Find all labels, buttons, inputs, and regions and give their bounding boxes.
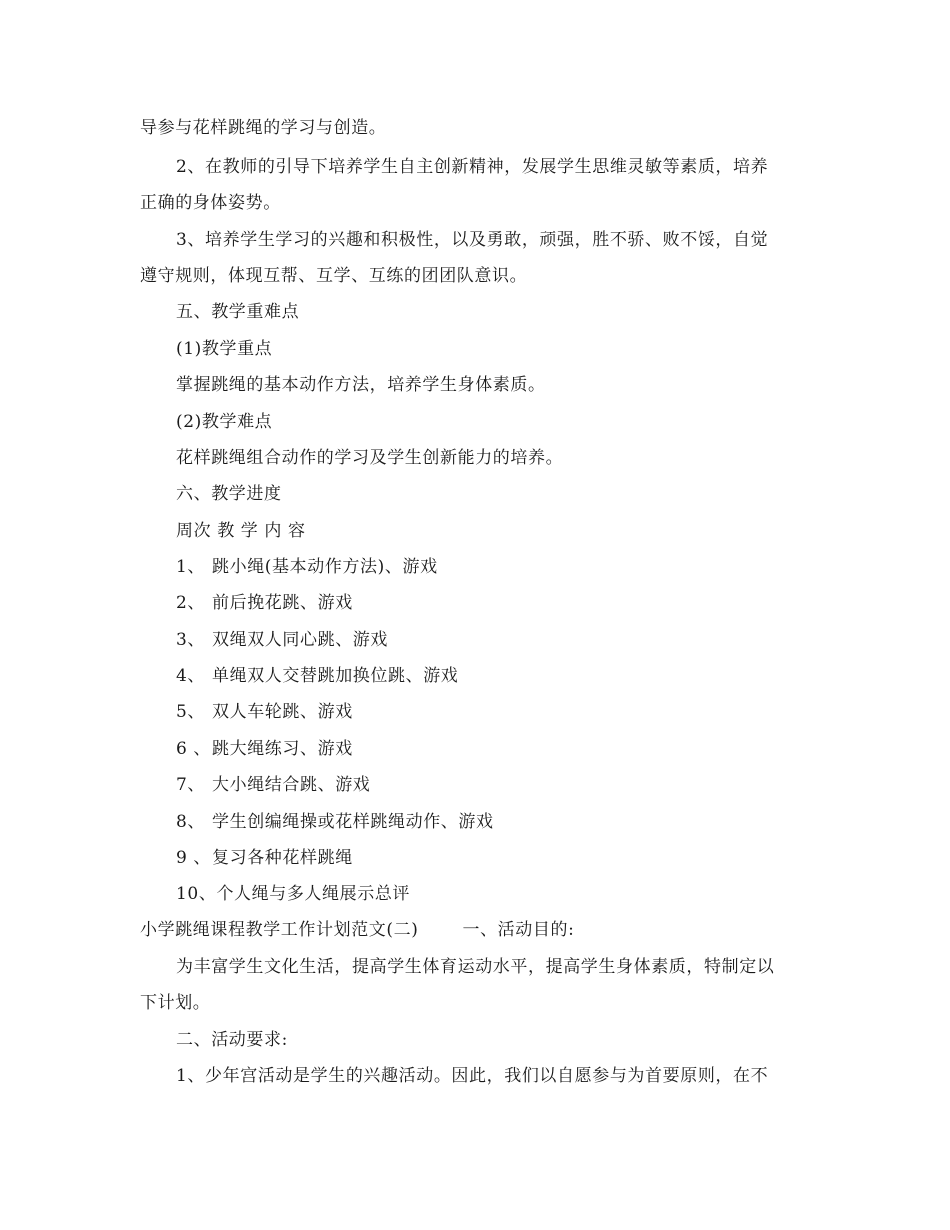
- paragraph-line: 3、培养学生学习的兴趣和积极性，以及勇敢，顽强，胜不骄、败不馁，自觉: [176, 230, 769, 250]
- schedule-item: [176, 666, 458, 686]
- paragraph-line: 2、在教师的引导下培养学生自主创新精神，发展学生思维灵敏等素质，培养: [176, 157, 769, 177]
- section-heading: 一、活动目的:: [462, 920, 575, 940]
- schedule-item: [176, 593, 353, 613]
- paragraph-line: 正确的身体姿势。: [140, 193, 281, 213]
- schedule-text: 个人绳与多人绳展示总评: [216, 884, 411, 904]
- paragraph-line: 掌握跳绳的基本动作方法，培养学生身体素质。: [176, 375, 546, 395]
- schedule-number: 1、: [176, 557, 206, 577]
- schedule-item: [176, 775, 370, 795]
- schedule-header: 周次 教 学 内 容: [176, 521, 306, 541]
- schedule-item: [176, 557, 438, 577]
- paragraph-line: 导参与花样跳绳的学习与创造。: [140, 118, 387, 138]
- schedule-number: 9 、: [176, 848, 212, 868]
- subheading: (1)教学重点: [176, 339, 273, 359]
- subheading: (2)教学难点: [176, 412, 273, 432]
- schedule-item: [176, 630, 388, 650]
- schedule-item: [176, 848, 353, 868]
- schedule-text: 跳小绳(基本动作方法)、游戏: [212, 557, 438, 577]
- schedule-text: 跳大绳练习、游戏: [212, 739, 353, 759]
- schedule-item: [176, 812, 494, 832]
- schedule-text: 大小绳结合跳、游戏: [212, 775, 371, 795]
- schedule-number: 6 、: [176, 739, 212, 759]
- schedule-text: 双绳双人同心跳、游戏: [212, 630, 388, 650]
- schedule-number: 4、: [176, 666, 206, 686]
- schedule-text: 复习各种花样跳绳: [212, 848, 353, 868]
- section-heading: 六、教学进度: [176, 484, 282, 504]
- schedule-item: [176, 739, 353, 759]
- schedule-number: 7、: [176, 775, 206, 795]
- document-title: 小学跳绳课程教学工作计划范文(二): [140, 920, 419, 940]
- schedule-number: 10、: [176, 884, 217, 904]
- section-heading: 二、活动要求:: [176, 1030, 288, 1050]
- section-heading: 五、教学重难点: [176, 302, 300, 322]
- schedule-item: [176, 884, 410, 904]
- paragraph-line: 遵守规则，体现互帮、互学、互练的团团队意识。: [140, 266, 528, 286]
- section-title-line: [140, 920, 574, 940]
- schedule-number: 2、: [176, 593, 206, 613]
- paragraph-line: 花样跳绳组合动作的学习及学生创新能力的培养。: [176, 448, 564, 468]
- schedule-text: 学生创编绳操或花样跳绳动作、游戏: [212, 812, 494, 832]
- schedule-item: [176, 702, 353, 722]
- paragraph-line: 1、少年宫活动是学生的兴趣活动。因此，我们以自愿参与为首要原则，在不: [176, 1066, 769, 1086]
- schedule-number: 8、: [176, 812, 206, 832]
- paragraph-line: 下计划。: [140, 993, 211, 1013]
- schedule-text: 单绳双人交替跳加换位跳、游戏: [212, 666, 459, 686]
- schedule-number: 5、: [176, 702, 206, 722]
- paragraph-line: 为丰富学生文化生活，提高学生体育运动水平，提高学生身体素质，特制定以: [176, 957, 775, 977]
- schedule-text: 双人车轮跳、游戏: [212, 702, 353, 722]
- schedule-text: 前后挽花跳、游戏: [212, 593, 353, 613]
- schedule-number: 3、: [176, 630, 206, 650]
